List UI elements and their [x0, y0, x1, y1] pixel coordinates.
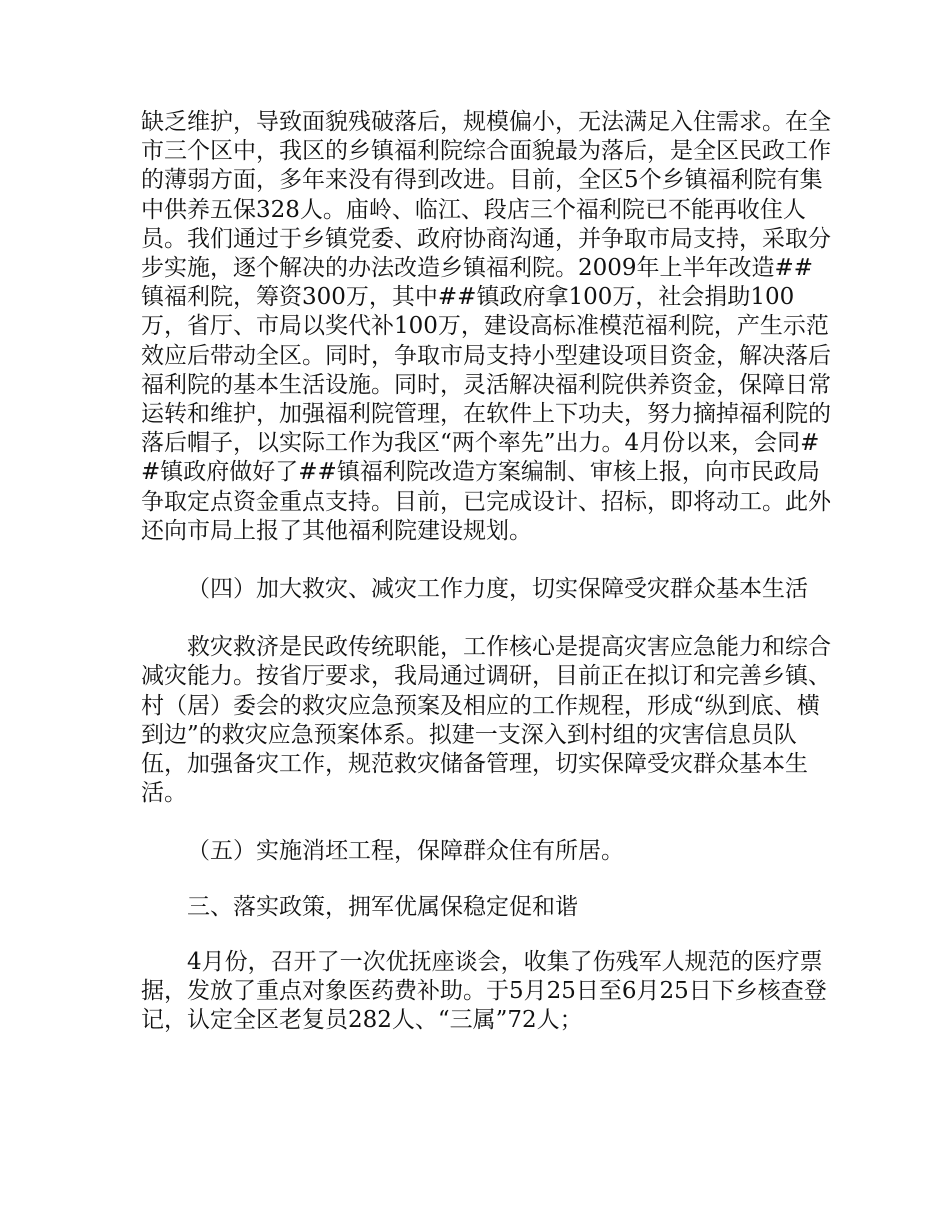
paragraph-veterans-care: 4月份，召开了一次优抚座谈会，收集了伤残军人规范的医疗票据，发放了重点对象医药费补助。于5月25日至6月25日下乡核查登记，认定全区老复员282人、“三属”72人；: [141, 948, 827, 1034]
section-heading-housing: （五）实施消坯工程，保障群众住有所居。: [187, 838, 624, 865]
paragraph-welfare-home: 缺乏维护，导致面貌残破落后，规模偏小，无法满足入住需求。在全市三个区中，我区的乡镇福利院综合面貌最为落后，是全区民政工作的薄弱方面，多年来没有得到改进。目前，全区5个乡镇福利院有集中供养五保328人。庙岭、临江、段店三个福利院已不能再收住人员。我们通过于乡镇党委、政府协商沟通，并争取市局支持，采取分步实施，逐个解决的办法改造乡镇福利院。2009年上半年改造##镇福利院，筹资300万，其中##镇政府拿100万，社会捐助100万，省厅、市局以奖代补100万，建设高标准模范福利院，产生示范效应后带动全区。同时，争取市局支持小型建设项目资金，解决落后福利院的基本生活设施。同时，灵活解决福利院供养资金，保障日常运转和维护，加强福利院管理，在软件上下功夫，努力摘掉福利院的落后帽子，以实际工作为我区“两个率先”出力。4月份以来，会同##镇政府做好了##镇福利院改造方案编制、审核上报，向市民政局争取定点资金重点支持。目前，已完成设计、招标，即将动工。此外还向市局上报了其他福利院建设规划。: [141, 109, 831, 544]
document-body: [141, 108, 831, 1035]
section-heading-policy: 三、落实政策，拥军优属保稳定促和谐: [187, 893, 578, 920]
section-heading-disaster-relief: （四）加大救灾、减灾工作力度，切实保障受灾群众基本生活: [187, 576, 808, 603]
paragraph-disaster-relief: 救灾救济是民政传统职能，工作核心是提高灾害应急能力和综合减灾能力。按省厅要求，我局通过调研，目前正在拟订和完善乡镇、村（居）委会的救灾应急预案及相应的工作规程，形成“纵到底、横到边”的救灾应急预案体系。拟建一支深入到村组的灾害信息员队伍，加强备灾工作，规范救灾储备管理，切实保障受灾群众基本生活。: [141, 634, 831, 807]
